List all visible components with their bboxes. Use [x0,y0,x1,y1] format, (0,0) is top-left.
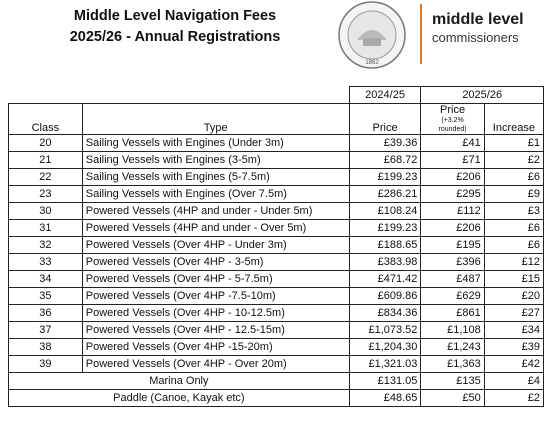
price-prev-cell: £39.36 [349,135,421,152]
class-cell: 38 [9,339,83,356]
price-new-cell: £1,363 [421,356,484,373]
table-row [9,135,544,152]
table-row [9,169,544,186]
increase-cell: £9 [484,186,543,203]
price-new-cell: £195 [421,237,484,254]
type-cell: Sailing Vessels with Engines (Under 3m) [82,135,349,152]
title-line-1: Middle Level Navigation Fees [73,8,277,24]
price-prev-cell: £471.42 [349,271,421,288]
price-new-cell: £1,243 [421,339,484,356]
price-prev-cell: £834.36 [349,305,421,322]
increase-cell: £39 [484,339,543,356]
table-row [9,339,544,356]
increase-cell: £3 [484,203,543,220]
price-prev-cell: £68.72 [349,152,421,169]
increase-cell: £15 [484,271,543,288]
type-cell: Powered Vessels (Over 4HP -15-20m) [82,339,349,356]
type-cell: Marina Only [9,373,350,390]
class-column-header: Class [9,104,83,135]
table-row [9,220,544,237]
price-prev-cell: £609.86 [349,288,421,305]
price-new-cell: £71 [421,152,484,169]
class-cell: 35 [9,288,83,305]
increase-cell: £4 [484,373,543,390]
price-prev-cell: £188.65 [349,237,421,254]
increase-cell: £6 [484,237,543,254]
table-row [9,237,544,254]
fees-table [8,86,544,407]
increase-cell: £27 [484,305,543,322]
class-cell: 22 [9,169,83,186]
increase-cell: £2 [484,152,543,169]
class-cell: 32 [9,237,83,254]
price-prev-cell: £131.05 [349,373,421,390]
price-prev-cell: £1,204.30 [349,339,421,356]
increase-cell: £12 [484,254,543,271]
price-new-cell: £487 [421,271,484,288]
type-cell: Powered Vessels (Over 4HP - 5-7.5m) [82,271,349,288]
increase-cell: £6 [484,169,543,186]
table-row [9,322,544,339]
class-cell: 39 [9,356,83,373]
price-prev-cell: £1,073.52 [349,322,421,339]
type-cell: Powered Vessels (Over 4HP - 3-5m) [82,254,349,271]
title-line-2: 2025/26 - Annual Registrations [69,29,281,45]
svg-text:1862: 1862 [365,60,379,66]
price-new-cell: £861 [421,305,484,322]
price-prev-cell: £108.24 [349,203,421,220]
table-row [9,152,544,169]
class-cell: 20 [9,135,83,152]
price-new-cell: £629 [421,288,484,305]
table-row [9,390,544,407]
type-cell: Sailing Vessels with Engines (Over 7.5m) [82,186,349,203]
price-new-cell: £112 [421,203,484,220]
type-cell: Powered Vessels (4HP and under - Under 5m) [82,203,349,220]
class-cell: 36 [9,305,83,322]
class-cell: 23 [9,186,83,203]
price-prev-cell: £199.23 [349,220,421,237]
column-header-row [9,104,544,135]
price-new-cell: £206 [421,169,484,186]
class-cell: 31 [9,220,83,237]
increase-cell: £1 [484,135,543,152]
class-cell: 37 [9,322,83,339]
price-prev-column-header: Price [349,104,421,135]
class-cell: 34 [9,271,83,288]
type-cell: Powered Vessels (Over 4HP - Over 20m) [82,356,349,373]
increase-column-header: Increase [484,104,543,135]
price-new-cell: £295 [421,186,484,203]
year-header-row [9,87,544,104]
price-new-cell: £206 [421,220,484,237]
price-new-column-header: Price (+3.2% rounded) [421,104,484,135]
price-new-cell: £41 [421,135,484,152]
table-row [9,186,544,203]
brand-name-line-1: middle level [432,11,524,28]
price-prev-cell: £286.21 [349,186,421,203]
commissioners-seal-logo [337,0,407,70]
type-cell: Powered Vessels (Over 4HP - 10-12.5m) [82,305,349,322]
type-cell: Powered Vessels (Over 4HP - Under 3m) [82,237,349,254]
increase-cell: £2 [484,390,543,407]
price-new-cell: £50 [421,390,484,407]
price-new-cell: £396 [421,254,484,271]
table-row [9,356,544,373]
class-cell: 33 [9,254,83,271]
brand-name-line-2: commissioners [432,30,519,45]
year-prev-header: 2024/25 [349,87,421,104]
table-row [9,203,544,220]
table-row [9,305,544,322]
price-new-cell: £135 [421,373,484,390]
type-cell: Paddle (Canoe, Kayak etc) [9,390,350,407]
increase-cell: £20 [484,288,543,305]
type-cell: Powered Vessels (4HP and under - Over 5m) [82,220,349,237]
type-column-header: Type [82,104,349,135]
document-title [40,6,310,48]
table-row [9,254,544,271]
price-prev-cell: £199.23 [349,169,421,186]
increase-cell: £42 [484,356,543,373]
table-row [9,271,544,288]
price-prev-cell: £48.65 [349,390,421,407]
type-cell: Powered Vessels (Over 4HP - 12.5-15m) [82,322,349,339]
type-cell: Sailing Vessels with Engines (5-7.5m) [82,169,349,186]
type-cell: Sailing Vessels with Engines (3-5m) [82,152,349,169]
class-cell: 21 [9,152,83,169]
table-row [9,288,544,305]
increase-cell: £34 [484,322,543,339]
price-new-cell: £1,108 [421,322,484,339]
price-prev-cell: £383.98 [349,254,421,271]
year-curr-header: 2025/26 [421,87,544,104]
type-cell: Powered Vessels (Over 4HP -7.5-10m) [82,288,349,305]
class-cell: 30 [9,203,83,220]
price-prev-cell: £1,321.03 [349,356,421,373]
brand-logo [420,4,550,64]
increase-cell: £6 [484,220,543,237]
table-row [9,373,544,390]
